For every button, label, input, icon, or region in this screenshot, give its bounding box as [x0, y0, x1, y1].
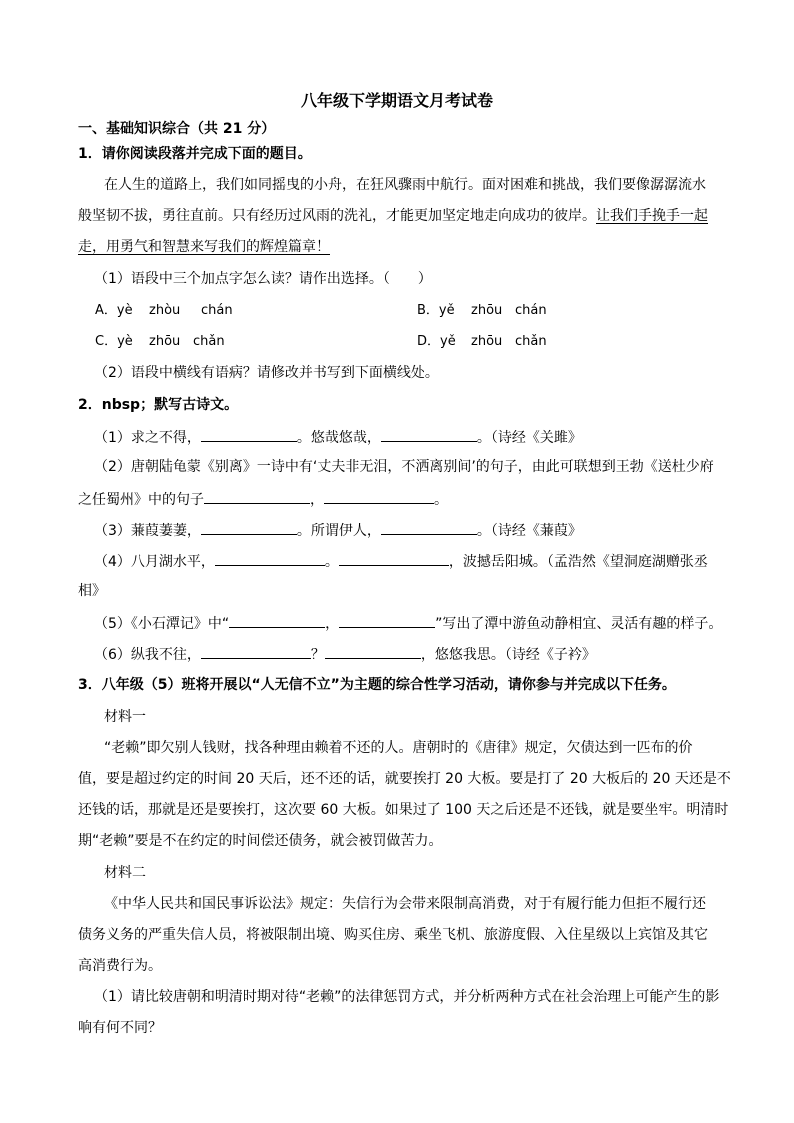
q2-item-3-text-b: 。所谓伊人，	[296, 523, 381, 539]
q2-item-5	[94, 613, 722, 633]
q2-item-1-text-c: 。（诗经《关雎》	[476, 430, 582, 446]
q2-item-4-text-c: ，波撼岳阳城。（孟浩然《望洞庭湖赠张丞	[448, 554, 708, 570]
question-1-prompt: 1．请你阅读段落并完成下面的题目。	[78, 146, 312, 162]
answer-blank[interactable]	[204, 489, 310, 504]
material-1-line-4: 期“老赖”要是不在约定的时间偿还债务，就会被罚做苦力。	[78, 833, 443, 849]
q2-item-3-text-c: 。（诗经《蒹葭》	[476, 523, 582, 539]
option-c[interactable]	[95, 333, 225, 351]
option-a-pinyin-3: chán	[201, 303, 233, 318]
q2-item-2-text-c: 。	[434, 492, 448, 508]
q1-sub-question-1: （1）语段中三个加点字怎么读？请作出选择。（ ）	[94, 271, 432, 287]
material-1-line-1: “老赖”即欠别人钱财，找各种理由赖着不还的人。唐朝时的《唐律》规定，欠债达到一匹布的价	[104, 740, 693, 756]
answer-blank[interactable]	[201, 520, 297, 535]
option-d-pinyin-2: zhōu	[471, 334, 503, 349]
option-c-pinyin-3: chǎn	[193, 334, 225, 349]
answer-blank[interactable]	[339, 613, 435, 628]
answer-blank[interactable]	[381, 520, 477, 535]
q2-item-4-text-b: 。	[324, 554, 339, 570]
option-b-pinyin-2: zhōu	[471, 303, 503, 318]
q2-item-1	[94, 427, 582, 447]
q1-paragraph-line-1: 在人生的道路上，我们如同摇曳的小舟，在狂风骤雨中航行。面对困难和挑战，我们要像潺潺流水	[104, 177, 706, 193]
q1-underlined-sentence: 让我们手挽手一起	[596, 208, 708, 224]
q2-item-2-text-a: 之任蜀州》中的句子	[78, 492, 204, 508]
material-1-title: 材料一	[104, 709, 146, 725]
answer-blank[interactable]	[229, 613, 325, 628]
material-2-line-3: 高消费行为。	[78, 958, 162, 974]
option-a-label: A．yè	[95, 303, 133, 318]
page-title: 八年级下学期语文月考试卷	[300, 91, 493, 110]
q2-item-4-text-a: （4）八月湖水平，	[94, 554, 215, 570]
q2-item-3-text-a: （3）蒹葭萋萋，	[94, 523, 201, 539]
option-b[interactable]	[417, 302, 547, 320]
option-b-label: B．yě	[417, 303, 455, 318]
answer-blank[interactable]	[215, 551, 325, 566]
q2-item-1-text-a: （1）求之不得，	[94, 430, 201, 446]
option-d-pinyin-3: chǎn	[515, 334, 547, 349]
material-2-line-1: 《中华人民共和国民事诉讼法》规定：失信行为会带来限制高消费，对于有履行能力但拒不履行还	[104, 896, 706, 912]
q2-item-3	[94, 520, 582, 540]
option-d-label: D．yě	[417, 334, 456, 349]
q2-item-4-line-1	[94, 551, 708, 571]
material-2-line-2: 债务义务的严重失信人员，将被限制出境、购买住房、乘坐飞机、旅游度假、入住星级以上宾馆及其它	[78, 927, 708, 943]
q3-sub-question-1-line-1: （1）请比较唐朝和明清时期对待“老赖”的法律惩罚方式，并分析两种方式在社会治理上可能产生的影	[94, 989, 720, 1005]
q2-item-6-text-b: ？	[310, 647, 325, 663]
option-a-pinyin-2: zhòu	[149, 303, 181, 318]
answer-blank[interactable]	[325, 644, 421, 659]
q2-item-6	[94, 644, 596, 664]
question-2-prompt: 2．nbsp；默写古诗文。	[78, 397, 239, 413]
q3-sub-question-1-line-2: 响有何不同？	[78, 1020, 162, 1036]
q2-item-1-text-b: 。悠哉悠哉，	[296, 430, 381, 446]
q1-paragraph-line-2	[78, 207, 708, 225]
q2-item-4-line-2: 相》	[78, 583, 106, 599]
material-2-title: 材料二	[104, 865, 146, 881]
answer-blank[interactable]	[201, 427, 297, 442]
option-b-pinyin-3: chán	[515, 303, 547, 318]
q1-paragraph-text: 般坚韧不拔，勇往直前。只有经历过风雨的洗礼，才能更加坚定地走向成功的彼岸。	[78, 208, 596, 224]
option-d[interactable]	[417, 333, 547, 351]
material-1-line-2: 值，要是超过约定的时间 20 天后，还不还的话，就要挨打 20 大板。要是打了 20 大板后的 20 天还是不	[78, 771, 731, 787]
q2-item-2-line-2	[78, 489, 448, 509]
q1-paragraph-line-3: 走，用勇气和智慧来写我们的辉煌篇章！	[78, 239, 330, 255]
option-c-label: C．yè	[95, 334, 133, 349]
answer-blank[interactable]	[381, 427, 477, 442]
answer-blank[interactable]	[339, 551, 449, 566]
q2-item-5-text-a: （5）《小石潭记》中“	[94, 616, 230, 632]
q2-item-6-text-c: ，悠悠我思。（诗经《子衿》	[420, 647, 596, 663]
q2-item-6-text-a: （6）纵我不往，	[94, 647, 201, 663]
question-3-prompt: 3．八年级（5）班将开展以“人无信不立”为主题的综合性学习活动，请你参与并完成以下任务。	[78, 677, 676, 693]
answer-blank[interactable]	[324, 489, 434, 504]
option-c-pinyin-2: zhōu	[149, 334, 181, 349]
answer-blank[interactable]	[201, 644, 311, 659]
q2-item-2-line-1: （2）唐朝陆龟蒙《别离》一诗中有‘丈夫非无泪，不洒离别间’的句子，由此可联想到王勃《送杜少府	[94, 459, 714, 475]
q1-sub-question-2: （2）语段中横线有语病？请修改并书写到下面横线处。	[94, 365, 439, 381]
q2-item-5-text-b: ，	[325, 616, 340, 632]
material-1-line-3: 还钱的话，那就是还是要挨打，这次要 60 大板。如果过了 100 天之后还是不还钱，就是要坐牢。明清时	[78, 802, 729, 818]
q2-item-2-text-b: ，	[310, 492, 324, 508]
q2-item-5-text-c: ”写出了潭中游鱼动静相宜、灵活有趣的样子。	[435, 616, 723, 632]
section-heading: 一、基础知识综合（共 21 分）	[78, 121, 276, 137]
option-a[interactable]	[95, 302, 233, 320]
